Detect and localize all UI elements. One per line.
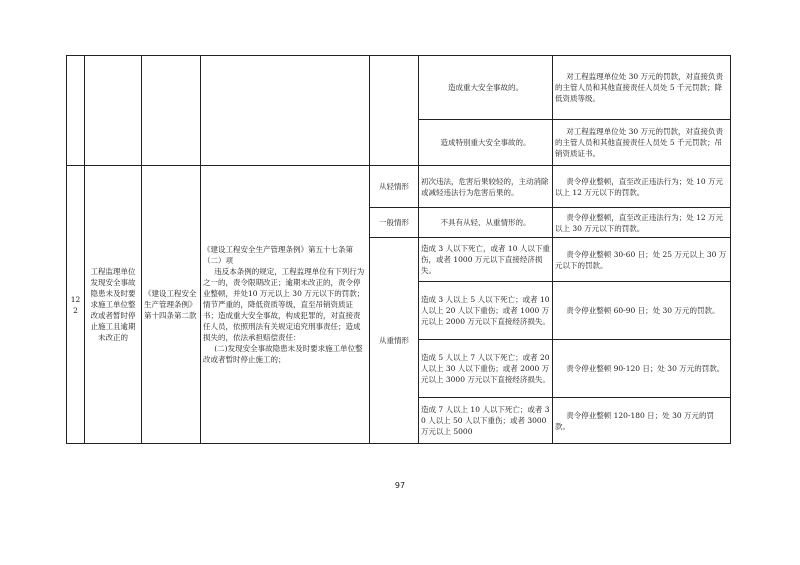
legal-text-heading: 《建设工程安全生产管理条例》第五十七条第（二）项 xyxy=(203,245,353,265)
legal-text-cell-continued xyxy=(201,56,370,166)
level-heavy: 从重情形 xyxy=(370,238,419,444)
penalty-cell: 对工程监理单位处 30 万元的罚款，对直接负责的主管人员和其他直接责任人员处 5 千元罚款；吊销资质证书。 xyxy=(553,120,731,166)
item-number: 122 xyxy=(67,166,85,444)
situation-cell: 造成重大安全事故的。 xyxy=(419,56,553,120)
penalty-table xyxy=(66,55,731,444)
penalty-cell: 对工程监理单位处 30 万元的罚款，对直接负责的主管人员和其他直接责任人员处 5 千元罚款；降低资质等级。 xyxy=(553,56,731,120)
basis-cell-continued xyxy=(142,56,201,166)
legal-basis-cell: 《建设工程安全生产管理条例》第十四条第二款 xyxy=(142,166,201,444)
situation-cell: 造成 5 人以上 7 人以下死亡；或者 20 人以上 30 人以下重伤；或者 2000 万元以上 3000 万元以下直接经济损失。 xyxy=(419,340,553,398)
situation-cell: 造成 7 人以上 10 人以下死亡；或者 30 人以上 50 人以下重伤；或者 3000 万元以上 5000 xyxy=(419,398,553,444)
situation-cell: 造成 3 人以上 5 人以下死亡；或者 10 人以上 20 人以下重伤；或者 1000 万元以上 2000 万元以下直接经济损失。 xyxy=(419,282,553,340)
situation-cell: 造成特别重大安全事故的。 xyxy=(419,120,553,166)
violation-cell-continued xyxy=(85,56,142,166)
legal-text-clause: (二)发现安全事故隐患未及时要求施工单位整改或者暂时停止施工的； xyxy=(203,344,363,364)
situation-cell: 初次违法，危害后果较轻的，主动消除或减轻违法行为危害后果的。 xyxy=(419,166,553,208)
penalty-cell: 责令停业整顿 30-60 日；处 25 万元以上 30 万元以下的罚款。 xyxy=(553,238,731,282)
level-light: 从轻情形 xyxy=(370,166,419,208)
penalty-cell: 责令停业整顿 90-120 日；处 30 万元的罚款。 xyxy=(553,340,731,398)
penalty-cell: 责令停业整顿 60-90 日；处 30 万元的罚款。 xyxy=(553,282,731,340)
penalty-cell: 责令停业整顿，直至改正违法行为；处 12 万元以上 30 万元以下的罚款。 xyxy=(553,208,731,238)
legal-text-cell xyxy=(201,166,370,444)
situation-cell: 不具有从轻、从重情形的。 xyxy=(419,208,553,238)
legal-text-body: 违反本条例的规定，工程监理单位有下列行为之一的，责令限期改正；逾期未改正的，责令停业整顿，并处10 万元以上 30 万元以下的罚款；情节严重的，降低资质等级，直至吊销资质证书；造成重大安全事故，构成犯罪的，对直接责任人员，依照刑法有关规定追究刑事责任；造成损失的，依法承担赔偿责任： xyxy=(203,267,365,342)
penalty-cell: 责令停业整顿 120-180 日；处 30 万元的罚款。 xyxy=(553,398,731,444)
level-normal: 一般情形 xyxy=(370,208,419,238)
penalty-cell: 责令停业整顿，直至改正违法行为；处 10 万元以上 12 万元以下的罚款。 xyxy=(553,166,731,208)
table-row xyxy=(67,166,731,208)
table-row xyxy=(67,56,731,120)
situation-cell: 造成 3 人以下死亡，或者 10 人以下重伤，或者 1000 万元以下直接经济损失。 xyxy=(419,238,553,282)
number-cell-continued xyxy=(67,56,85,166)
violation-cell: 工程监理单位发现安全事故隐患未及时要求施工单位整改或者暂时停止施工且逾期未改正的 xyxy=(85,166,142,444)
level-cell-continued xyxy=(370,56,419,166)
page-number: 97 xyxy=(394,481,406,490)
